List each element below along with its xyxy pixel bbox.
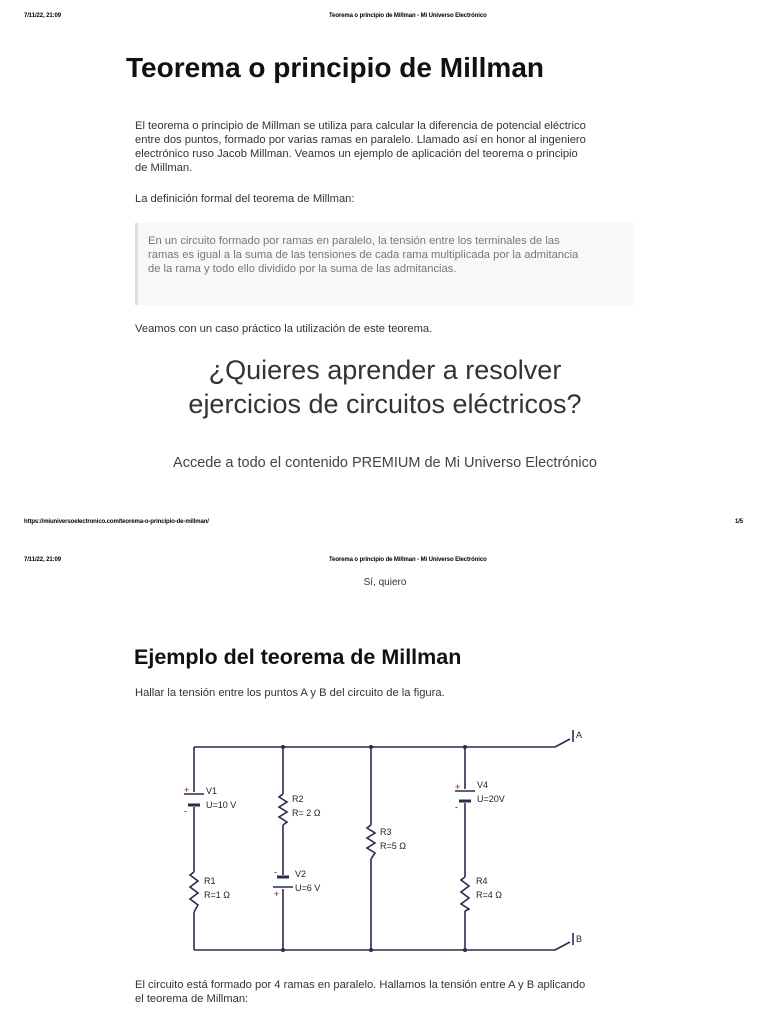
example-title: Ejemplo del teorema de Millman bbox=[134, 645, 462, 669]
v1-value-label: U=10 V bbox=[206, 800, 237, 810]
resistor-r3-icon bbox=[367, 825, 375, 859]
v1-minus-sign: - bbox=[184, 806, 187, 816]
v2-name-label: V2 bbox=[295, 869, 307, 879]
resistor-r1-icon bbox=[190, 872, 198, 912]
promo-subtext: Accede a todo el contenido PREMIUM de Mi Universo Electrónico bbox=[173, 455, 597, 471]
intro-line: El teorema o principio de Millman se utiliza para calcular la diferencia de potencial eléctrico bbox=[135, 120, 586, 132]
junction-dots bbox=[281, 745, 467, 952]
intro-paragraph bbox=[135, 119, 635, 175]
closing-line: el teorema de Millman: bbox=[135, 993, 249, 1005]
article-title: Teorema o principio de Millman bbox=[126, 52, 544, 83]
closing-line: El circuito está formado por 4 ramas en paralelo. Hallamos la tensión entre A y B aplicando bbox=[135, 979, 586, 991]
v2-value-label: U=6 V bbox=[295, 883, 321, 893]
intro-line: entre dos puntos, formado por varias ramas en paralelo. Llamado así en honor al ingeniero bbox=[135, 134, 586, 146]
circuit-diagram bbox=[170, 722, 610, 962]
quote-line: En un circuito formado por ramas en paralelo, la tensión entre los terminales de las bbox=[148, 235, 560, 247]
r3-name-label: R3 bbox=[380, 827, 392, 837]
promo-headline-line2: ejercicios de circuitos eléctricos? bbox=[188, 389, 582, 419]
r3-value-label: R=5 Ω bbox=[380, 841, 406, 851]
example-statement: Hallar la tensión entre los puntos A y B del circuito de la figura. bbox=[135, 687, 445, 699]
r1-name-label: R1 bbox=[204, 876, 216, 886]
v4-value-label: U=20V bbox=[477, 794, 505, 804]
v4-plus-sign: + bbox=[455, 782, 461, 792]
quote-line: ramas es igual a la suma de las tensiones de cada rama multiplicada por la admitancia bbox=[148, 249, 579, 261]
intro-line: de Millman. bbox=[135, 162, 193, 174]
definition-blockquote bbox=[135, 223, 634, 305]
v2-minus-sign: - bbox=[274, 867, 277, 877]
print-datetime-page2: 7/11/22, 21:09 bbox=[24, 557, 61, 563]
r2-value-label: R= 2 Ω bbox=[292, 808, 321, 818]
r4-name-label: R4 bbox=[476, 876, 488, 886]
battery-v2-icon bbox=[273, 877, 293, 887]
r1-value-label: R=1 Ω bbox=[204, 890, 230, 900]
v2-plus-sign: + bbox=[274, 889, 280, 899]
battery-v4-icon bbox=[455, 791, 475, 801]
print-page-number: 1/5 bbox=[735, 519, 744, 525]
resistor-r2-icon bbox=[279, 794, 287, 825]
closing-paragraph bbox=[135, 978, 635, 1006]
r4-value-label: R=4 Ω bbox=[476, 890, 502, 900]
print-page-title: Teorema o principio de Millman - Mi Universo Electrónico bbox=[329, 13, 487, 19]
promo-headline-line1: ¿Quieres aprender a resolver bbox=[208, 355, 562, 385]
intro-line: electrónico ruso Jacob Millman. Veamos un ejemplo de aplicación del teorema o principio bbox=[135, 148, 578, 160]
r2-name-label: R2 bbox=[292, 794, 304, 804]
v1-plus-sign: + bbox=[184, 785, 190, 795]
print-page-title-page2: Teorema o principio de Millman - Mi Universo Electrónico bbox=[329, 557, 487, 563]
print-url: https://miuniversoelectronico.com/teorema-o-principio-de-millman/ bbox=[24, 519, 209, 525]
print-datetime: 7/11/22, 21:09 bbox=[24, 13, 61, 19]
v4-name-label: V4 bbox=[477, 780, 489, 790]
resistor-r4-icon bbox=[461, 877, 469, 911]
circuit-wires bbox=[194, 730, 573, 950]
practical-case-text: Veamos con un caso práctico la utilización de este teorema. bbox=[135, 323, 433, 335]
cta-link[interactable]: Sí, quiero bbox=[363, 577, 407, 588]
terminal-a-label: A bbox=[576, 730, 583, 740]
quote-line: de la rama y todo ello dividido por la suma de las admitancias. bbox=[148, 263, 457, 275]
terminal-b-label: B bbox=[576, 934, 583, 944]
battery-v1-icon bbox=[184, 794, 204, 805]
definition-intro: La definición formal del teorema de Millman: bbox=[135, 193, 355, 205]
v1-name-label: V1 bbox=[206, 786, 218, 796]
v4-minus-sign: - bbox=[455, 802, 458, 812]
